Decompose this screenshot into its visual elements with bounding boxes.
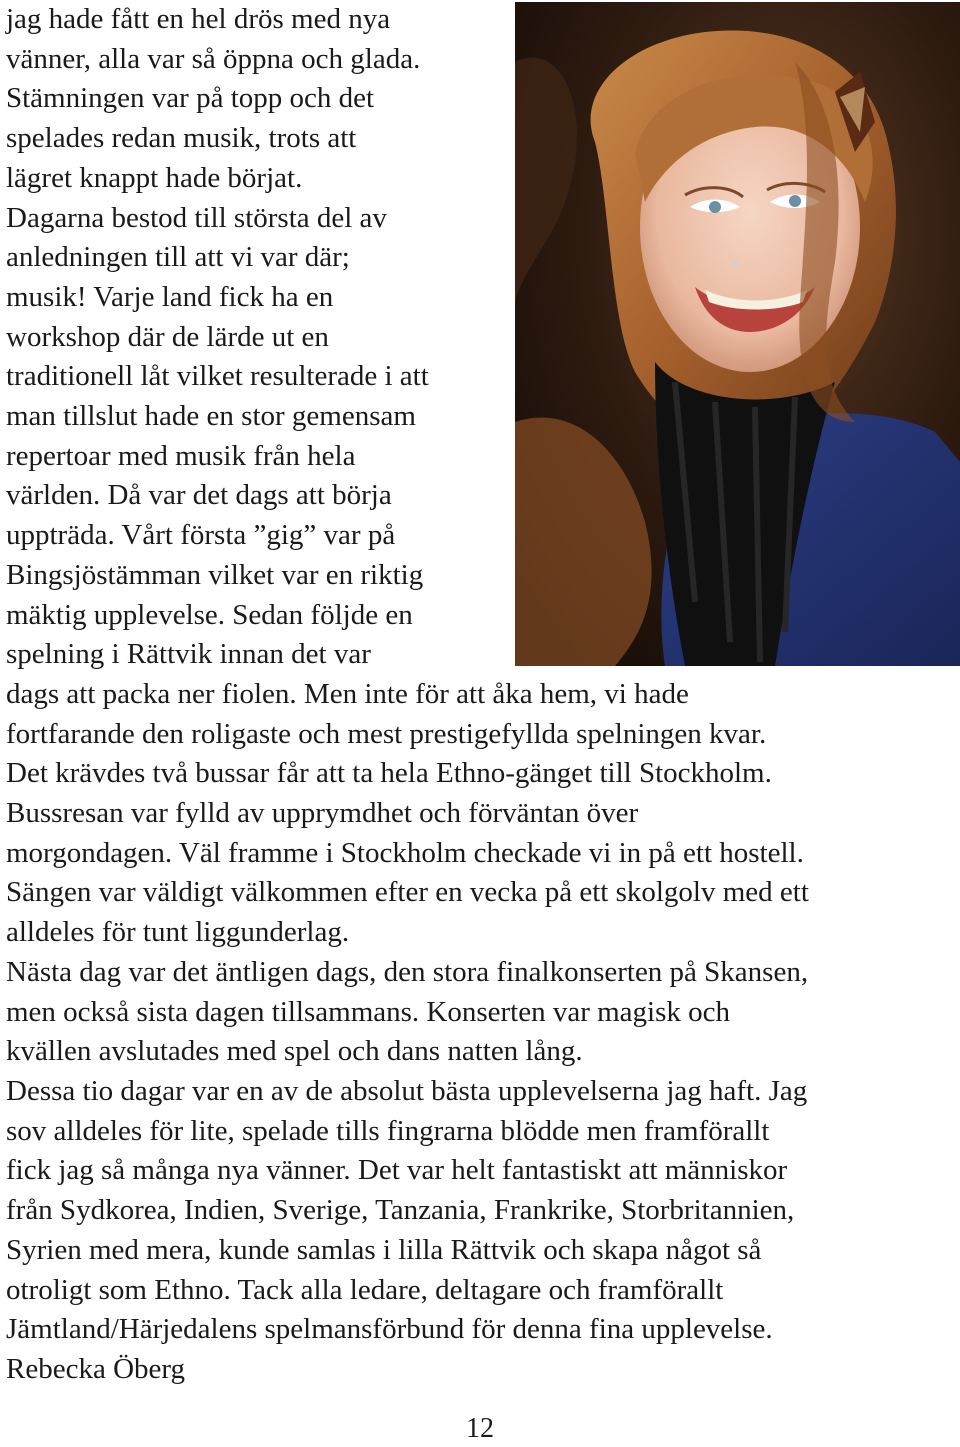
article-line: anledningen till att vi var där; <box>6 241 350 274</box>
article-line: otroligt som Ethno. Tack alla ledare, deltagare och framförallt <box>6 1273 724 1306</box>
article-line: fortfarande den roligaste och mest prestigefyllda spelningen kvar. <box>6 717 767 750</box>
article-line: workshop där de lärde ut en <box>6 320 329 353</box>
article-line: Nästa dag var det äntligen dags, den stora finalkonserten på Skansen, <box>6 955 809 988</box>
article-line: sov alldeles för lite, spelade tills fingrarna blödde men framförallt <box>6 1114 770 1147</box>
article-line: från Sydkorea, Indien, Sverige, Tanzania, Frankrike, Storbritannien, <box>6 1194 795 1227</box>
author-signature: Rebecka Öberg <box>6 1352 186 1385</box>
article-line: mäktig upplevelse. Sedan följde en <box>6 598 413 631</box>
article-line: men också sista dagen tillsammans. Konserten var magisk och <box>6 995 731 1028</box>
article-line: morgondagen. Väl framme i Stockholm checkade vi in på ett hostell. <box>6 836 804 869</box>
article-line: Dagarna bestod till största del av <box>6 201 387 234</box>
article-line: dags att packa ner fiolen. Men inte för att åka hem, vi hade <box>6 677 689 710</box>
article-line: spelades redan musik, trots att <box>6 122 357 155</box>
article-line: fick jag så många nya vänner. Det var helt fantastiskt att människor <box>6 1154 788 1187</box>
page-number: 12 <box>466 1413 494 1444</box>
article-line: Sängen var väldigt välkommen efter en vecka på ett skolgolv med ett <box>6 876 809 909</box>
article-line: kvällen avslutades med spel och dans natten lång. <box>6 1035 583 1068</box>
article-line: vänner, alla var så öppna och glada. <box>6 42 421 75</box>
article-line: Dessa tio dagar var en av de absolut bästa upplevelserna jag haft. Jag <box>6 1074 808 1107</box>
article-line: jag hade fått en hel drös med nya <box>6 3 391 35</box>
article-line: världen. Då var det dags att börja <box>6 479 392 512</box>
article-line: uppträda. Vårt första ”gig” var på <box>6 519 396 552</box>
article-line: man tillslut hade en stor gemensam <box>6 400 416 433</box>
article-line: traditionell låt vilket resulterade i att <box>6 360 429 393</box>
article-line: Syrien med mera, kunde samlas i lilla Rättvik och skapa något så <box>6 1233 762 1266</box>
article-line: spelning i Rättvik innan det var <box>6 638 371 671</box>
article-line: repertoar med musik från hela <box>6 439 356 472</box>
article-line: Bussresan var fylld av upprymdhet och förväntan över <box>6 797 639 830</box>
article-line: musik! Varje land fick ha en <box>6 280 334 313</box>
article-line: Jämtland/Härjedalens spelmansförbund för denna fina upplevelse. <box>6 1313 773 1346</box>
article-line: Bingsjöstämman vilket var en riktig <box>6 558 424 591</box>
article-line: alldeles för tunt liggunderlag. <box>6 916 350 949</box>
article-line: lägret knappt hade börjat. <box>6 161 303 194</box>
article-body <box>6 0 954 1390</box>
article-line: Stämningen var på topp och det <box>6 82 375 115</box>
article-line: Det krävdes två bussar får att ta hela Ethno-gänget till Stockholm. <box>6 757 772 790</box>
